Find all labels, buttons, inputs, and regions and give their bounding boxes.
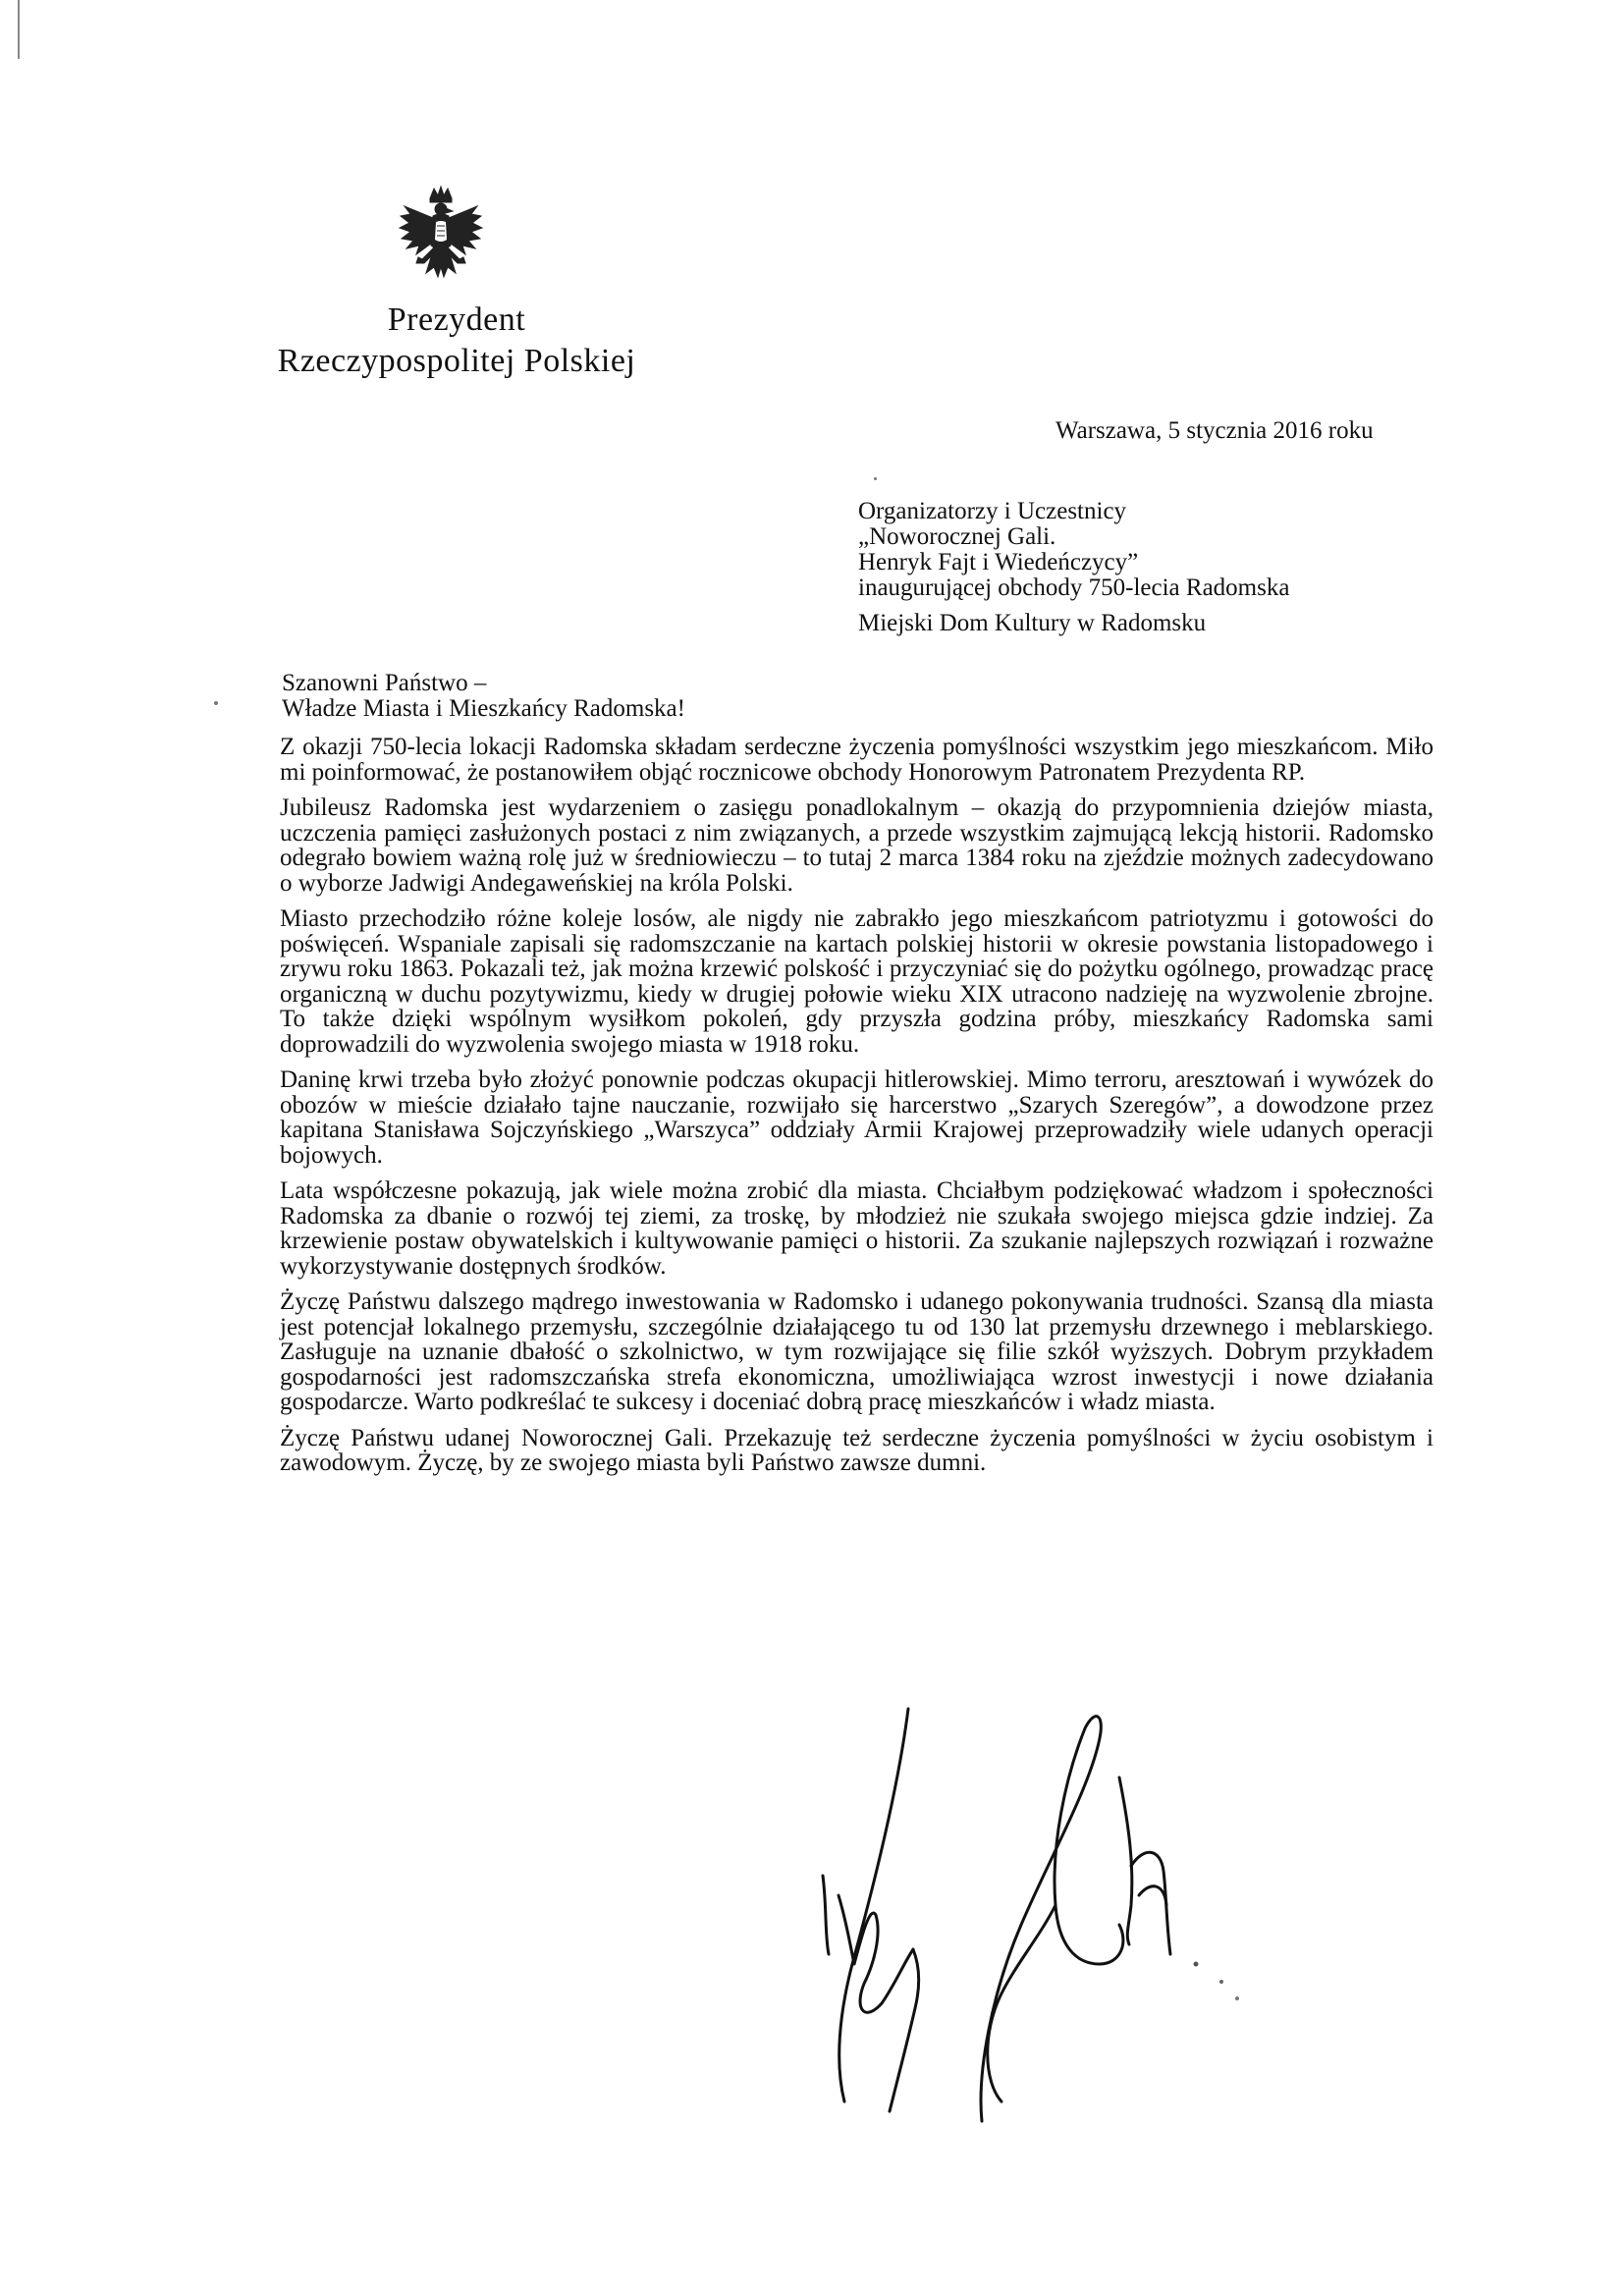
scan-speck bbox=[214, 701, 218, 705]
recipient-address bbox=[858, 499, 1289, 636]
address-line: „Noworocznej Gali. bbox=[858, 523, 1056, 550]
salutation-line: Szanowni Państwo – bbox=[282, 670, 487, 696]
body-paragraph: Miasto przechodziło różne koleje losów, ale nigdy nie zabrakło jego mieszkańcom patriotyzmu i gotowości do poświęceń. Wspaniale zapisali się radomszczanie na kartach polskiej historii w okresie powstania listopadowego i zrywu roku 1863. Pokazali też, jak można krzewić polskość i przyczyniać się do pożytku ogólnego, prowadząc pracę organiczną w duchu pozytywizmu, kiedy w drugiej połowie wieku XIX utracono nadzieję na wyzwolenie zbrojne. To także dzięki wspólnym wysiłkom pokoleń, gdy przyszła godzina próby, mieszkańcy Radomska sami doprowadzili do wyzwolenia swojego miasta w 1918 roku. bbox=[280, 905, 1434, 1058]
body-paragraph: Życzę Państwu dalszego mądrego inwestowania w Radomsko i udanego pokonywania trudności. Szansą dla miasta jest potencjał lokalnego przemysłu, szczególnie działającego tu od 130 lat przemysłu drzewnego i meblarskiego. Zasługuje na uznanie dbałość o szkolnictwo, w tym rozwijające się filie szkół wyższych. Dobrym przykładem gospodarności jest radomszczańska strefa ekonomiczna, umożliwiająca wzrost inwestycji i nowe działania gospodarcze. Warto podkreślać te sukcesy i doceniać dobrą pracę mieszkańców i władz miasta. bbox=[280, 1288, 1434, 1415]
letterhead bbox=[250, 300, 663, 382]
address-line: Henryk Fajt i Wiedeńczycy” bbox=[858, 549, 1139, 575]
letterhead-title: Prezydent bbox=[387, 301, 526, 338]
body-paragraph: Daninę krwi trzeba było złożyć ponownie podczas okupacji hitlerowskiej. Mimo terroru, aresztowań i wywózek do obozów w mieście działało tajne nauczanie, rozwijało się harcerstwo „Szarych Szeregów”, a dowodzone przez kapitana Stanisława Sojczyńskiego „Warszyca” oddziały Armii Krajowej przeprowadziły wiele udanych operacji bojowych. bbox=[280, 1066, 1434, 1169]
address-line: Organizatorzy i Uczestnicy bbox=[858, 498, 1127, 524]
body-paragraph: Jubileusz Radomska jest wydarzeniem o zasięgu ponadlokalnym – okazją do przypomnienia dziejów miasta, uczczenia pamięci zasłużonych postaci z nim związanych, a przede wszystkim zajmującą lekcją historii. Radomsko odegrało bowiem ważną rolę już w średniowieczu – to tutaj 2 marca 1384 roku na zjeździe możnych zadecydowano o wyborze Jadwigi Andegaweńskiej na króla Polski. bbox=[280, 794, 1434, 897]
letter-date: Warszawa, 5 stycznia 2016 roku bbox=[1055, 417, 1374, 444]
address-line: inaugurującej obchody 750-lecia Radomska bbox=[858, 574, 1290, 601]
body-paragraph: Z okazji 750-lecia lokacji Radomska składam serdeczne życzenia pomyślności wszystkim jego mieszkańcom. Miło mi poinformować, że postanowiłem objąć rocznicowe obchody Honorowym Patronatem Prezydenta RP. bbox=[280, 734, 1434, 786]
address-line: Miejski Dom Kultury w Radomsku bbox=[858, 610, 1207, 636]
body-paragraph: Lata współczesne pokazują, jak wiele można zrobić dla miasta. Chciałbym podziękować władzom i społeczności Radomska za dbanie o rozwój tej ziemi, za troskę, by młodzież nie szukała swojego miejsca gdzie indziej. Za krzewienie postaw obywatelskich i kultywowanie pamięci o historii. Za szukanie najlepszych rozwiązań i rozważne wykorzystywanie dostępnych środków. bbox=[280, 1177, 1434, 1280]
letterhead-subtitle: Rzeczypospolitej Polskiej bbox=[277, 343, 636, 379]
body-paragraph: Życzę Państwu udanej Noworocznej Gali. Przekazuję też serdeczne życzenia pomyślności w życiu osobistym i zawodowym. Życzę, by ze swojego miasta byli Państwo zawsze dumni. bbox=[280, 1424, 1434, 1476]
letter-body bbox=[280, 735, 1434, 1487]
salutation bbox=[282, 671, 685, 722]
salutation-line: Władze Miasta i Mieszkańcy Radomska! bbox=[282, 695, 685, 722]
scan-speck bbox=[874, 477, 877, 480]
handwritten-signature bbox=[805, 1669, 1257, 2151]
polish-eagle-emblem-icon bbox=[397, 185, 485, 293]
scan-edge-mark bbox=[18, 0, 20, 59]
